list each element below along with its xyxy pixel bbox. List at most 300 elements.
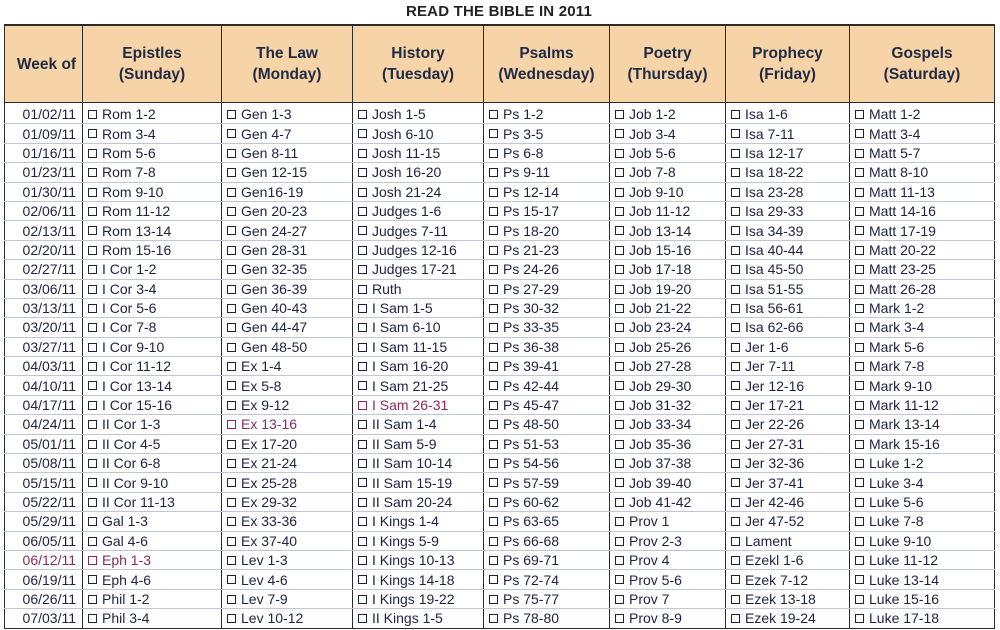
reading-cell[interactable] [726, 473, 850, 492]
checkbox-icon[interactable] [489, 575, 498, 584]
reading-cell[interactable] [726, 531, 850, 550]
checkbox-icon[interactable] [227, 459, 236, 468]
reading-cell[interactable] [484, 240, 610, 259]
checkbox-icon[interactable] [855, 304, 864, 313]
reading-cell[interactable] [83, 103, 222, 124]
reading-cell[interactable] [484, 454, 610, 473]
reading-cell[interactable] [222, 415, 353, 434]
reading-cell[interactable] [484, 298, 610, 317]
reading-cell[interactable] [484, 376, 610, 395]
checkbox-icon[interactable] [88, 168, 97, 177]
reading-cell[interactable] [83, 570, 222, 589]
reading-cell[interactable] [850, 182, 995, 201]
reading-cell[interactable] [610, 124, 726, 143]
checkbox-icon[interactable] [615, 246, 624, 255]
reading-cell[interactable] [484, 434, 610, 453]
checkbox-icon[interactable] [855, 265, 864, 274]
checkbox-icon[interactable] [855, 517, 864, 526]
checkbox-icon[interactable] [227, 517, 236, 526]
checkbox-icon[interactable] [358, 595, 367, 604]
reading-cell[interactable] [610, 415, 726, 434]
checkbox-icon[interactable] [88, 110, 97, 119]
checkbox-icon[interactable] [615, 478, 624, 487]
checkbox-icon[interactable] [227, 575, 236, 584]
checkbox-icon[interactable] [227, 265, 236, 274]
checkbox-icon[interactable] [489, 440, 498, 449]
reading-cell[interactable] [726, 337, 850, 356]
checkbox-icon[interactable] [358, 498, 367, 507]
checkbox-icon[interactable] [227, 440, 236, 449]
reading-cell[interactable] [353, 260, 484, 279]
reading-cell[interactable] [353, 318, 484, 337]
checkbox-icon[interactable] [227, 595, 236, 604]
checkbox-icon[interactable] [615, 517, 624, 526]
reading-cell[interactable] [850, 279, 995, 298]
checkbox-icon[interactable] [615, 110, 624, 119]
reading-cell[interactable] [222, 182, 353, 201]
reading-cell[interactable] [726, 279, 850, 298]
checkbox-icon[interactable] [88, 517, 97, 526]
checkbox-icon[interactable] [855, 285, 864, 294]
reading-cell[interactable] [353, 221, 484, 240]
reading-cell[interactable] [850, 337, 995, 356]
reading-cell[interactable] [726, 492, 850, 511]
checkbox-icon[interactable] [855, 556, 864, 565]
reading-cell[interactable] [850, 163, 995, 182]
checkbox-icon[interactable] [88, 207, 97, 216]
checkbox-icon[interactable] [88, 149, 97, 158]
checkbox-icon[interactable] [731, 265, 740, 274]
checkbox-icon[interactable] [731, 149, 740, 158]
checkbox-icon[interactable] [88, 188, 97, 197]
checkbox-icon[interactable] [227, 304, 236, 313]
reading-cell[interactable] [610, 473, 726, 492]
reading-cell[interactable] [610, 143, 726, 162]
reading-cell[interactable] [353, 434, 484, 453]
checkbox-icon[interactable] [489, 343, 498, 352]
checkbox-icon[interactable] [88, 304, 97, 313]
checkbox-icon[interactable] [489, 168, 498, 177]
checkbox-icon[interactable] [358, 614, 367, 623]
checkbox-icon[interactable] [855, 246, 864, 255]
checkbox-icon[interactable] [855, 478, 864, 487]
checkbox-icon[interactable] [227, 614, 236, 623]
reading-cell[interactable] [222, 609, 353, 628]
reading-cell[interactable] [353, 357, 484, 376]
checkbox-icon[interactable] [88, 226, 97, 235]
checkbox-icon[interactable] [615, 575, 624, 584]
reading-cell[interactable] [484, 415, 610, 434]
checkbox-icon[interactable] [855, 207, 864, 216]
reading-cell[interactable] [484, 124, 610, 143]
checkbox-icon[interactable] [855, 575, 864, 584]
checkbox-icon[interactable] [855, 188, 864, 197]
reading-cell[interactable] [726, 201, 850, 220]
reading-cell[interactable] [83, 454, 222, 473]
reading-cell[interactable] [610, 550, 726, 569]
reading-cell[interactable] [353, 143, 484, 162]
checkbox-icon[interactable] [227, 537, 236, 546]
reading-cell[interactable] [484, 318, 610, 337]
checkbox-icon[interactable] [731, 323, 740, 332]
checkbox-icon[interactable] [489, 110, 498, 119]
reading-cell[interactable] [850, 357, 995, 376]
checkbox-icon[interactable] [731, 575, 740, 584]
reading-cell[interactable] [83, 240, 222, 259]
checkbox-icon[interactable] [731, 381, 740, 390]
reading-cell[interactable] [726, 589, 850, 608]
checkbox-icon[interactable] [489, 285, 498, 294]
checkbox-icon[interactable] [615, 401, 624, 410]
checkbox-icon[interactable] [88, 323, 97, 332]
reading-cell[interactable] [353, 279, 484, 298]
checkbox-icon[interactable] [227, 226, 236, 235]
checkbox-icon[interactable] [731, 188, 740, 197]
checkbox-icon[interactable] [227, 188, 236, 197]
reading-cell[interactable] [83, 589, 222, 608]
reading-cell[interactable] [610, 337, 726, 356]
reading-cell[interactable] [484, 531, 610, 550]
checkbox-icon[interactable] [227, 478, 236, 487]
checkbox-icon[interactable] [489, 265, 498, 274]
reading-cell[interactable] [83, 376, 222, 395]
checkbox-icon[interactable] [358, 556, 367, 565]
checkbox-icon[interactable] [731, 304, 740, 313]
reading-cell[interactable] [726, 240, 850, 259]
reading-cell[interactable] [726, 357, 850, 376]
reading-cell[interactable] [610, 318, 726, 337]
reading-cell[interactable] [353, 201, 484, 220]
reading-cell[interactable] [726, 454, 850, 473]
checkbox-icon[interactable] [731, 459, 740, 468]
checkbox-icon[interactable] [855, 420, 864, 429]
reading-cell[interactable] [484, 163, 610, 182]
reading-cell[interactable] [83, 473, 222, 492]
checkbox-icon[interactable] [489, 537, 498, 546]
checkbox-icon[interactable] [731, 401, 740, 410]
reading-cell[interactable] [610, 434, 726, 453]
checkbox-icon[interactable] [731, 478, 740, 487]
checkbox-icon[interactable] [855, 110, 864, 119]
reading-cell[interactable] [353, 589, 484, 608]
checkbox-icon[interactable] [489, 498, 498, 507]
checkbox-icon[interactable] [731, 362, 740, 371]
reading-cell[interactable] [353, 531, 484, 550]
reading-cell[interactable] [83, 124, 222, 143]
reading-cell[interactable] [726, 512, 850, 531]
checkbox-icon[interactable] [88, 381, 97, 390]
reading-cell[interactable] [222, 240, 353, 259]
reading-cell[interactable] [850, 376, 995, 395]
reading-cell[interactable] [850, 103, 995, 124]
checkbox-icon[interactable] [489, 246, 498, 255]
checkbox-icon[interactable] [855, 149, 864, 158]
checkbox-icon[interactable] [731, 207, 740, 216]
checkbox-icon[interactable] [358, 575, 367, 584]
checkbox-icon[interactable] [358, 517, 367, 526]
checkbox-icon[interactable] [615, 207, 624, 216]
checkbox-icon[interactable] [358, 207, 367, 216]
reading-cell[interactable] [222, 337, 353, 356]
reading-cell[interactable] [850, 124, 995, 143]
checkbox-icon[interactable] [358, 110, 367, 119]
checkbox-icon[interactable] [227, 362, 236, 371]
reading-cell[interactable] [83, 434, 222, 453]
checkbox-icon[interactable] [227, 149, 236, 158]
reading-cell[interactable] [850, 201, 995, 220]
checkbox-icon[interactable] [227, 401, 236, 410]
reading-cell[interactable] [222, 376, 353, 395]
checkbox-icon[interactable] [855, 401, 864, 410]
checkbox-icon[interactable] [855, 129, 864, 138]
checkbox-icon[interactable] [615, 188, 624, 197]
checkbox-icon[interactable] [227, 498, 236, 507]
checkbox-icon[interactable] [731, 110, 740, 119]
reading-cell[interactable] [353, 570, 484, 589]
checkbox-icon[interactable] [731, 595, 740, 604]
checkbox-icon[interactable] [88, 595, 97, 604]
reading-cell[interactable] [83, 550, 222, 569]
reading-cell[interactable] [222, 279, 353, 298]
checkbox-icon[interactable] [855, 323, 864, 332]
checkbox-icon[interactable] [489, 556, 498, 565]
checkbox-icon[interactable] [615, 537, 624, 546]
checkbox-icon[interactable] [358, 129, 367, 138]
checkbox-icon[interactable] [615, 440, 624, 449]
checkbox-icon[interactable] [615, 285, 624, 294]
checkbox-icon[interactable] [731, 614, 740, 623]
checkbox-icon[interactable] [88, 129, 97, 138]
checkbox-icon[interactable] [358, 226, 367, 235]
checkbox-icon[interactable] [358, 168, 367, 177]
reading-cell[interactable] [484, 512, 610, 531]
checkbox-icon[interactable] [489, 420, 498, 429]
reading-cell[interactable] [726, 609, 850, 628]
reading-cell[interactable] [484, 221, 610, 240]
reading-cell[interactable] [484, 201, 610, 220]
checkbox-icon[interactable] [489, 226, 498, 235]
checkbox-icon[interactable] [855, 440, 864, 449]
checkbox-icon[interactable] [88, 498, 97, 507]
checkbox-icon[interactable] [615, 168, 624, 177]
reading-cell[interactable] [610, 221, 726, 240]
reading-cell[interactable] [484, 609, 610, 628]
checkbox-icon[interactable] [731, 420, 740, 429]
checkbox-icon[interactable] [489, 362, 498, 371]
checkbox-icon[interactable] [615, 323, 624, 332]
reading-cell[interactable] [83, 298, 222, 317]
checkbox-icon[interactable] [855, 498, 864, 507]
checkbox-icon[interactable] [227, 168, 236, 177]
checkbox-icon[interactable] [489, 381, 498, 390]
reading-cell[interactable] [222, 260, 353, 279]
reading-cell[interactable] [83, 279, 222, 298]
reading-cell[interactable] [850, 512, 995, 531]
reading-cell[interactable] [726, 376, 850, 395]
reading-cell[interactable] [850, 221, 995, 240]
reading-cell[interactable] [353, 609, 484, 628]
reading-cell[interactable] [222, 492, 353, 511]
reading-cell[interactable] [726, 260, 850, 279]
checkbox-icon[interactable] [855, 168, 864, 177]
reading-cell[interactable] [222, 531, 353, 550]
reading-cell[interactable] [83, 143, 222, 162]
checkbox-icon[interactable] [358, 265, 367, 274]
reading-cell[interactable] [850, 434, 995, 453]
reading-cell[interactable] [83, 415, 222, 434]
reading-cell[interactable] [222, 318, 353, 337]
checkbox-icon[interactable] [227, 323, 236, 332]
reading-cell[interactable] [726, 143, 850, 162]
reading-cell[interactable] [353, 182, 484, 201]
checkbox-icon[interactable] [227, 246, 236, 255]
checkbox-icon[interactable] [489, 595, 498, 604]
reading-cell[interactable] [83, 512, 222, 531]
checkbox-icon[interactable] [358, 246, 367, 255]
reading-cell[interactable] [222, 512, 353, 531]
reading-cell[interactable] [353, 492, 484, 511]
reading-cell[interactable] [610, 395, 726, 414]
checkbox-icon[interactable] [489, 401, 498, 410]
checkbox-icon[interactable] [615, 614, 624, 623]
checkbox-icon[interactable] [855, 381, 864, 390]
checkbox-icon[interactable] [855, 343, 864, 352]
reading-cell[interactable] [850, 531, 995, 550]
checkbox-icon[interactable] [88, 285, 97, 294]
reading-cell[interactable] [83, 182, 222, 201]
reading-cell[interactable] [353, 298, 484, 317]
reading-cell[interactable] [83, 318, 222, 337]
checkbox-icon[interactable] [358, 420, 367, 429]
reading-cell[interactable] [222, 298, 353, 317]
checkbox-icon[interactable] [731, 498, 740, 507]
checkbox-icon[interactable] [358, 343, 367, 352]
reading-cell[interactable] [726, 415, 850, 434]
checkbox-icon[interactable] [615, 556, 624, 565]
checkbox-icon[interactable] [489, 149, 498, 158]
reading-cell[interactable] [222, 434, 353, 453]
checkbox-icon[interactable] [615, 381, 624, 390]
reading-cell[interactable] [222, 201, 353, 220]
checkbox-icon[interactable] [615, 226, 624, 235]
checkbox-icon[interactable] [227, 420, 236, 429]
reading-cell[interactable] [83, 531, 222, 550]
reading-cell[interactable] [83, 395, 222, 414]
reading-cell[interactable] [726, 182, 850, 201]
reading-cell[interactable] [610, 454, 726, 473]
reading-cell[interactable] [610, 589, 726, 608]
reading-cell[interactable] [222, 473, 353, 492]
reading-cell[interactable] [353, 415, 484, 434]
reading-cell[interactable] [83, 260, 222, 279]
checkbox-icon[interactable] [855, 537, 864, 546]
reading-cell[interactable] [353, 376, 484, 395]
reading-cell[interactable] [484, 395, 610, 414]
reading-cell[interactable] [484, 103, 610, 124]
reading-cell[interactable] [850, 589, 995, 608]
reading-cell[interactable] [726, 570, 850, 589]
checkbox-icon[interactable] [358, 304, 367, 313]
reading-cell[interactable] [850, 415, 995, 434]
reading-cell[interactable] [610, 260, 726, 279]
checkbox-icon[interactable] [227, 129, 236, 138]
checkbox-icon[interactable] [615, 498, 624, 507]
reading-cell[interactable] [353, 337, 484, 356]
reading-cell[interactable] [610, 570, 726, 589]
reading-cell[interactable] [222, 124, 353, 143]
reading-cell[interactable] [484, 473, 610, 492]
checkbox-icon[interactable] [855, 614, 864, 623]
reading-cell[interactable] [484, 182, 610, 201]
checkbox-icon[interactable] [88, 440, 97, 449]
checkbox-icon[interactable] [227, 285, 236, 294]
reading-cell[interactable] [222, 550, 353, 569]
checkbox-icon[interactable] [489, 207, 498, 216]
reading-cell[interactable] [610, 279, 726, 298]
reading-cell[interactable] [484, 570, 610, 589]
reading-cell[interactable] [610, 240, 726, 259]
reading-cell[interactable] [610, 512, 726, 531]
reading-cell[interactable] [222, 143, 353, 162]
checkbox-icon[interactable] [88, 362, 97, 371]
reading-cell[interactable] [353, 103, 484, 124]
reading-cell[interactable] [726, 318, 850, 337]
reading-cell[interactable] [610, 182, 726, 201]
checkbox-icon[interactable] [88, 459, 97, 468]
checkbox-icon[interactable] [731, 168, 740, 177]
reading-cell[interactable] [610, 103, 726, 124]
checkbox-icon[interactable] [227, 343, 236, 352]
reading-cell[interactable] [353, 473, 484, 492]
reading-cell[interactable] [353, 124, 484, 143]
reading-cell[interactable] [353, 550, 484, 569]
checkbox-icon[interactable] [489, 304, 498, 313]
reading-cell[interactable] [850, 609, 995, 628]
checkbox-icon[interactable] [489, 188, 498, 197]
checkbox-icon[interactable] [489, 517, 498, 526]
checkbox-icon[interactable] [489, 129, 498, 138]
reading-cell[interactable] [484, 143, 610, 162]
checkbox-icon[interactable] [615, 304, 624, 313]
reading-cell[interactable] [610, 376, 726, 395]
reading-cell[interactable] [850, 395, 995, 414]
checkbox-icon[interactable] [731, 556, 740, 565]
checkbox-icon[interactable] [358, 188, 367, 197]
checkbox-icon[interactable] [615, 129, 624, 138]
checkbox-icon[interactable] [88, 614, 97, 623]
checkbox-icon[interactable] [615, 149, 624, 158]
reading-cell[interactable] [222, 221, 353, 240]
reading-cell[interactable] [484, 260, 610, 279]
checkbox-icon[interactable] [731, 246, 740, 255]
checkbox-icon[interactable] [88, 420, 97, 429]
checkbox-icon[interactable] [855, 459, 864, 468]
checkbox-icon[interactable] [731, 343, 740, 352]
checkbox-icon[interactable] [615, 265, 624, 274]
checkbox-icon[interactable] [358, 459, 367, 468]
checkbox-icon[interactable] [731, 440, 740, 449]
checkbox-icon[interactable] [731, 537, 740, 546]
checkbox-icon[interactable] [731, 285, 740, 294]
reading-cell[interactable] [83, 492, 222, 511]
checkbox-icon[interactable] [855, 595, 864, 604]
checkbox-icon[interactable] [88, 556, 97, 565]
checkbox-icon[interactable] [489, 459, 498, 468]
reading-cell[interactable] [484, 589, 610, 608]
reading-cell[interactable] [850, 260, 995, 279]
reading-cell[interactable] [83, 201, 222, 220]
checkbox-icon[interactable] [855, 226, 864, 235]
